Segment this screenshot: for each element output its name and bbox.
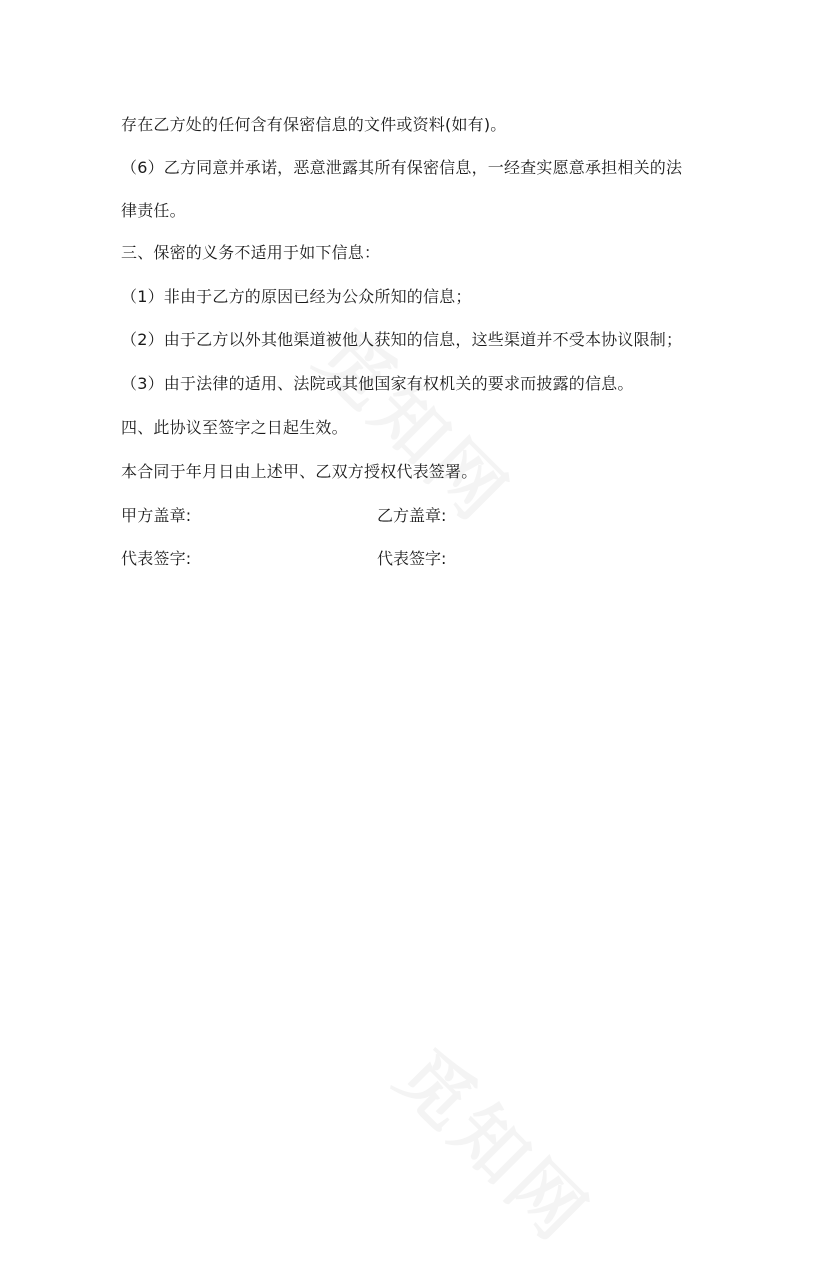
paragraph-line: （6）乙方同意并承诺，恶意泄露其所有保密信息，一经查实愿意承担相关的法 (121, 158, 683, 177)
list-item: （3）由于法律的适用、法院或其他国家有权机关的要求而披露的信息。 (121, 374, 634, 393)
party-b-sign-label: 代表签字: (377, 549, 447, 568)
section-heading: 四、此协议至签字之日起生效。 (121, 418, 348, 437)
party-a-sign-label: 代表签字: (121, 549, 192, 568)
watermark (378, 1022, 617, 1261)
paragraph-line: 本合同于年月日由上述甲、乙双方授权代表签署。 (121, 462, 478, 481)
section-heading: 三、保密的义务不适用于如下信息： (121, 243, 381, 262)
list-item: （2）由于乙方以外其他渠道被他人获知的信息，这些渠道并不受本协议限制； (121, 330, 683, 349)
list-item: （1）非由于乙方的原因已经为公众所知的信息； (121, 287, 472, 306)
party-b-seal-label: 乙方盖章: (377, 506, 447, 525)
party-a-seal-label: 甲方盖章: (121, 506, 192, 525)
paragraph-line: 律责任。 (121, 201, 186, 220)
paragraph-line: 存在乙方处的任何含有保密信息的文件或资料(如有)。 (121, 115, 507, 134)
